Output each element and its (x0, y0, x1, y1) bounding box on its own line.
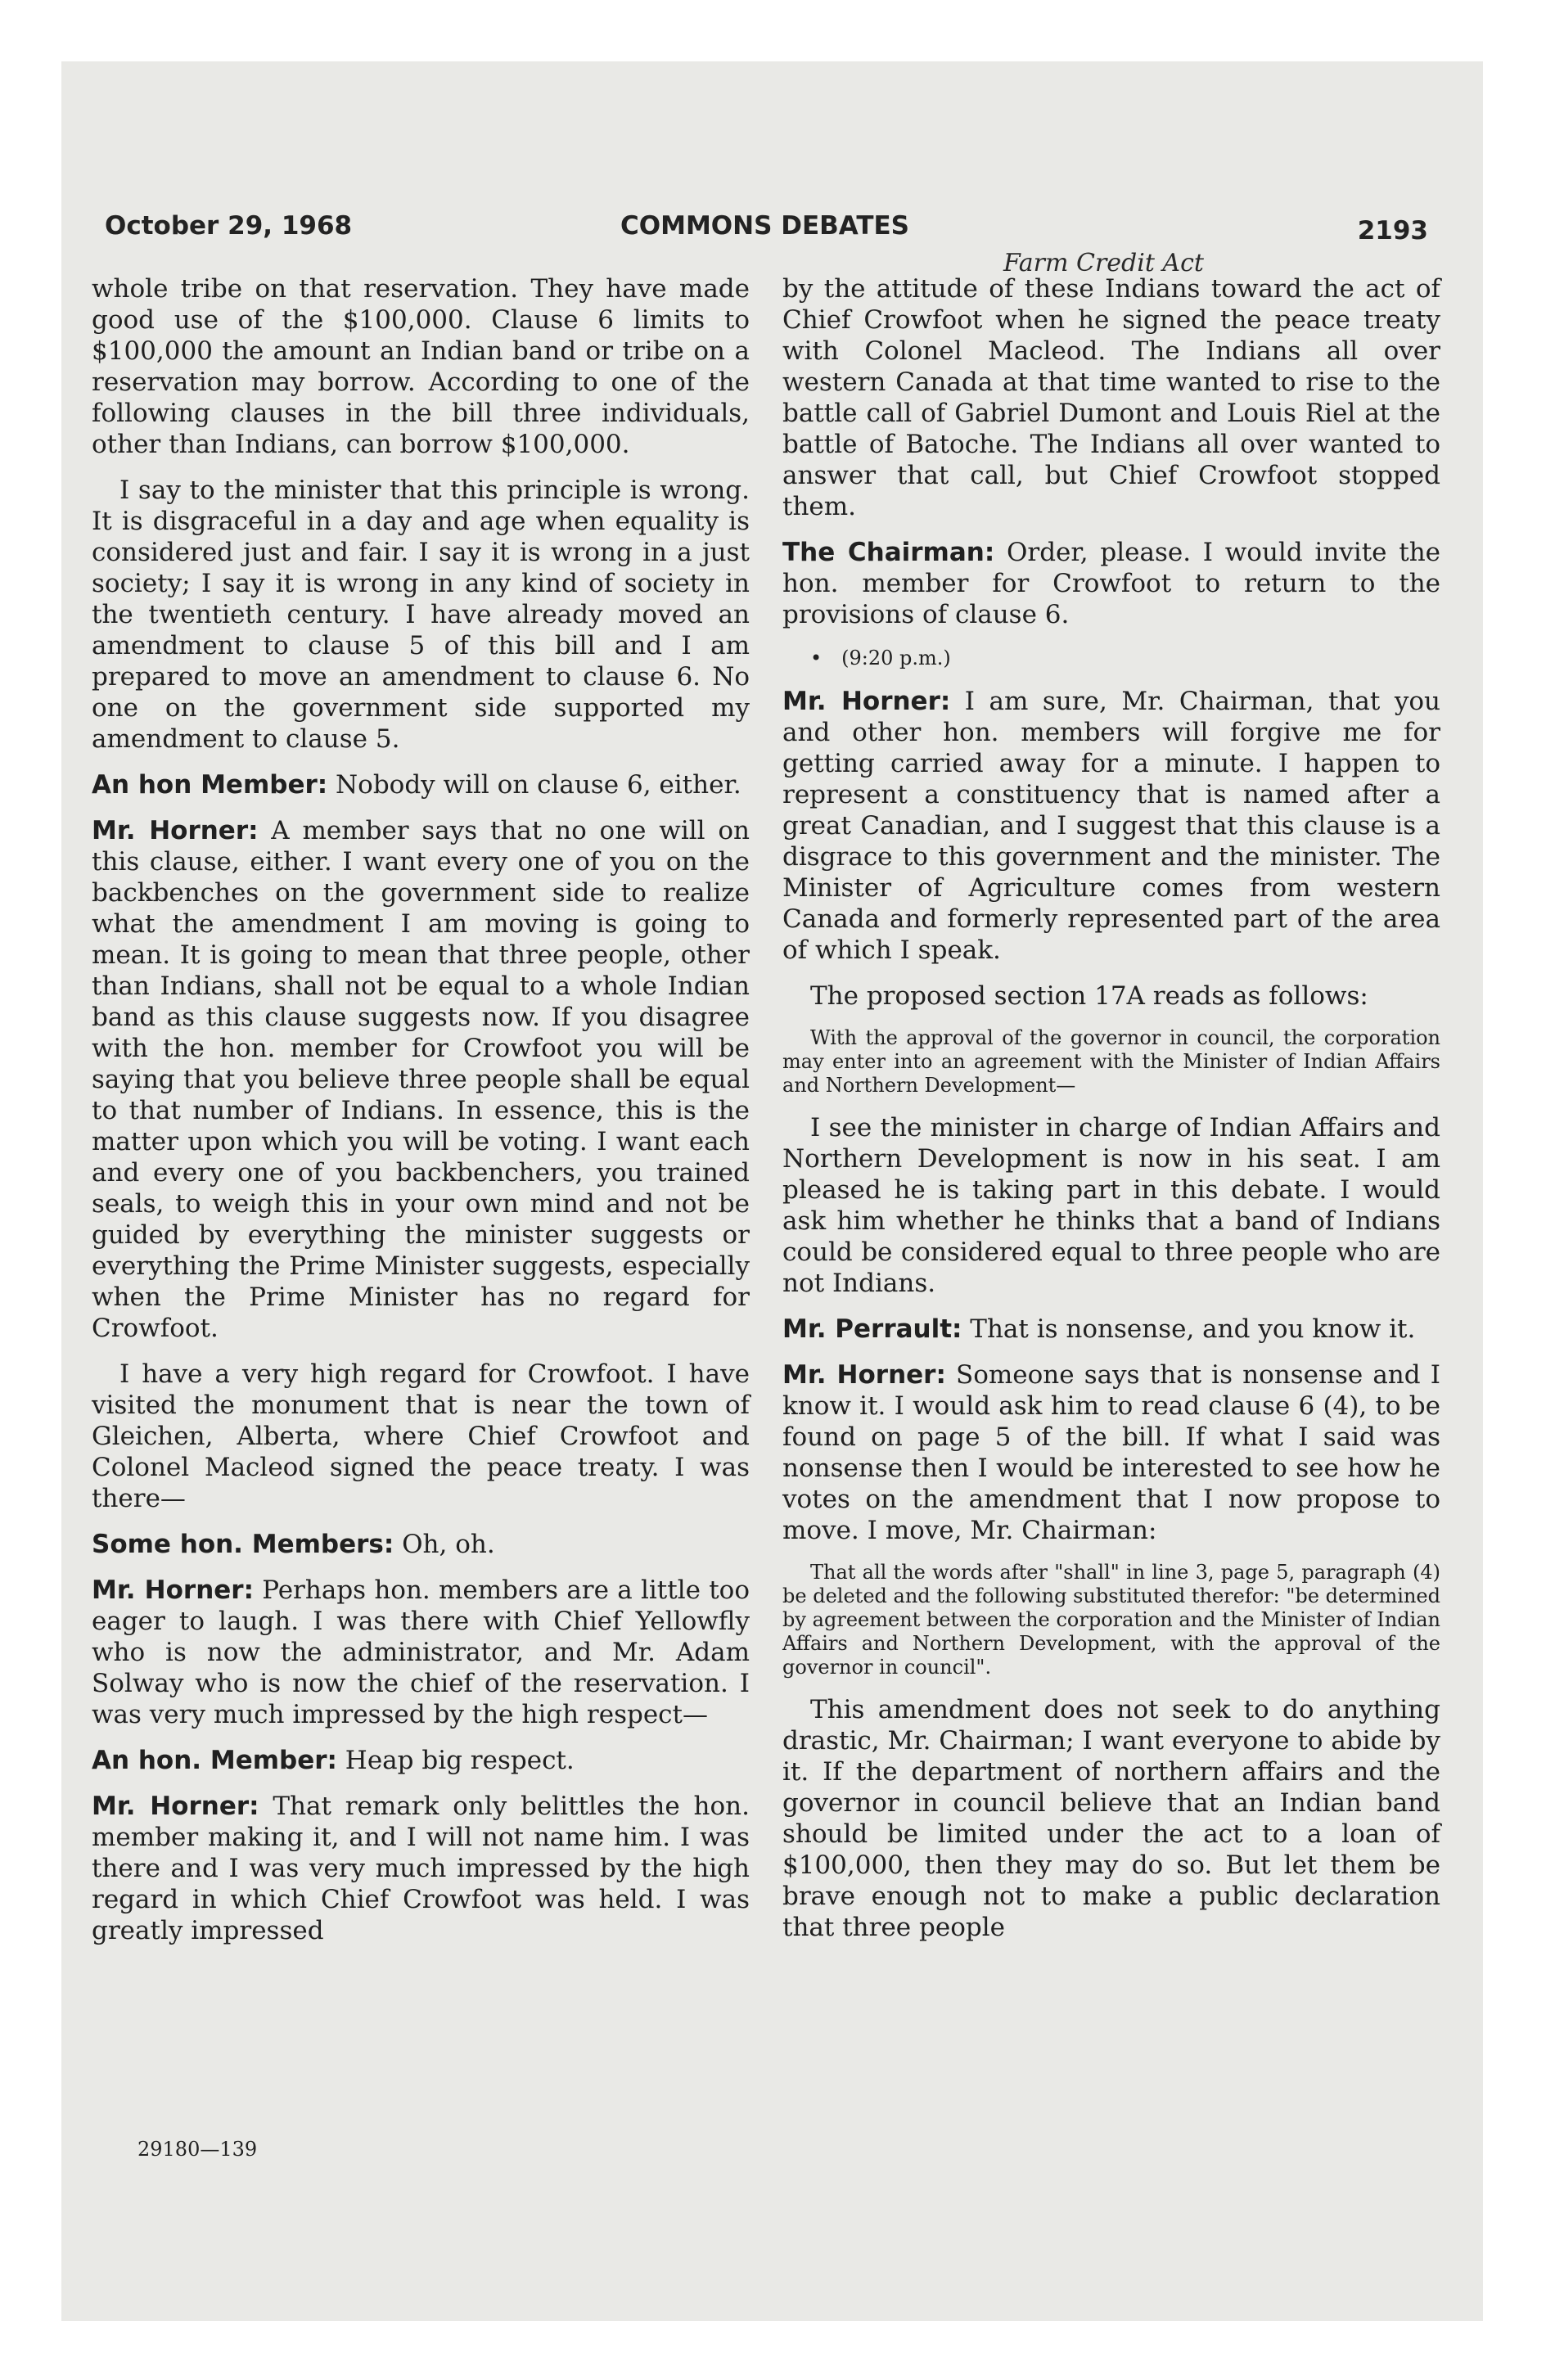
paragraph: I say to the minister that this principle is wrong. It is disgraceful in a day and age when equality is considered just and fair. I say it is wrong in a just society; I say it is wrong in any kind of society in the twentieth century. I have already moved an amendment to clause 5 of this bill and I am prepared to move an amendment to clause 6. No one on the government side supported my amendment to clause 5. (92, 476, 750, 754)
speech-text: Someone says that is nonsense and I know it. I would ask him to read clause 6 (4), to be found on page 5 of the bill. If what I said was nonsense then I would be interested to see how he votes on the amendment that I now propose to move. I move, Mr. Chairman: (782, 1360, 1440, 1545)
paragraph: I see the minister in charge of Indian Affairs and Northern Development is now in his seat. I am pleased he is taking part in this debate. I would ask him whether he thinks that a band of Indians could be considered equal to three people who are not Indians. (782, 1113, 1440, 1298)
left-column (92, 273, 750, 1961)
speech-text: Perhaps hon. members are a little too eager to laugh. I was there with Chief Yellowfly who is now the administrator, and Mr. Adam Solway who is now the chief of the reservation. I was very much impressed by the high respect— (92, 1575, 750, 1729)
speaker-name: The Chairman: (782, 538, 995, 567)
speech (782, 1359, 1440, 1546)
speech-text: That is nonsense, and you know it. (962, 1314, 1416, 1344)
speech-text: Nobody will on clause 6, either. (327, 770, 741, 800)
quoted-motion: That all the words after "shall" in line 3, page 5, paragraph (4) be deleted and the following substituted therefor: "be determined by agreement between the corporation and the Minister of Indian Affairs and Northern Development, with the approval of the governor in council". (782, 1561, 1440, 1679)
speech-text: Order, please. I would invite the hon. member for Crowfoot to return to the provisions of clause 6. (782, 538, 1441, 629)
paragraph: I have a very high regard for Crowfoot. I have visited the monument that is near the town of Gleichen, Alberta, where Chief Crowfoot and Colonel Macleod signed the peace treaty. I was there— (92, 1359, 750, 1513)
speaker-name: Some hon. Members: (92, 1530, 394, 1559)
speech-text: I am sure, Mr. Chairman, that you and other hon. members will forgive me for getting carried away for a minute. I happen to represent a constituency that is named after a great Canadian, and I suggest that this clause is a disgrace to this government and the minister. The Minister of Agriculture comes from western Canada and formerly represented part of the area of which I speak. (782, 687, 1440, 965)
speech (92, 769, 750, 800)
right-column (782, 273, 1440, 1958)
page-header (105, 211, 1428, 277)
speaker-name: Mr. Horner: (92, 1575, 254, 1605)
paragraph: whole tribe on that reservation. They have made good use of the $100,000. Clause 6 limits to $100,000 the amount an Indian band or tribe on a reservation may borrow. According to one of the following clauses in the bill three individuals, other than Indians, can borrow $100,000. (92, 274, 750, 459)
bullet-icon: • (810, 647, 823, 669)
time-text: (9:20 p.m.) (841, 647, 951, 669)
speech (782, 686, 1440, 966)
header-subtitle: Farm Credit Act (1003, 249, 1204, 277)
speaker-name: Mr. Horner: (782, 687, 951, 716)
speech-text: That remark only belittles the hon. member making it, and I will not name him. I was there and I was very much impressed by the high regard in which Chief Crowfoot was held. I was greatly impressed (92, 1792, 750, 1945)
paragraph: The proposed section 17A reads as follows: (810, 981, 1368, 1011)
speaker-name: An hon. Member: (92, 1746, 337, 1775)
speech-text: A member says that no one will on this clause, either. I want every one of you on the backbenches on the government side to realize what the amendment I am moving is going to mean. It is going to mean that three people, other than Indians, shall not be equal to a whole Indian band as this clause suggests now. If you disagree with the hon. member for Crowfoot you will be saying that you believe three people shall be equal to that number of Indians. In essence, this is the matter upon which you will be voting. I want each and every one of you backbenchers, you trained seals, to weigh this in your own mind and not be guided by everything the minister suggests or everything the Prime Minister suggests, especially when the Prime Minister has no regard for Crowfoot. (92, 816, 750, 1343)
page-number: 2193 (1357, 216, 1428, 246)
speaker-name: Mr. Horner: (92, 816, 259, 845)
speech (92, 1745, 750, 1776)
speaker-name: Mr. Horner: (92, 1792, 259, 1821)
speech (92, 1575, 750, 1730)
speech (92, 1791, 750, 1946)
paragraph: by the attitude of these Indians toward the act of Chief Crowfoot when he signed the peace treaty with Colonel Macleod. The Indians all over western Canada at that time wanted to rise to the battle call of Gabriel Dumont and Louis Riel at the battle of Batoche. The Indians all over wanted to answer that call, but Chief Crowfoot stopped them. (782, 274, 1440, 521)
header-date: October 29, 1968 (105, 211, 353, 241)
speech (92, 1529, 750, 1560)
speech-text: Oh, oh. (394, 1530, 495, 1559)
paragraph: This amendment does not seek to do anything drastic, Mr. Chairman; I want everyone to abide by it. If the department of northern affairs and the governor in council believe that an Indian band should be limited under the act to a loan of $100,000, then they may do so. But let them be brave enough not to make a public declaration that three people (782, 1695, 1440, 1942)
speech (92, 815, 750, 1344)
speaker-name: An hon Member: (92, 770, 328, 800)
speaker-name: Mr. Horner: (782, 1360, 946, 1390)
header-title: COMMONS DEBATES (620, 211, 909, 241)
speech (782, 1314, 1440, 1345)
speaker-name: Mr. Perrault: (782, 1314, 962, 1344)
speech (782, 537, 1440, 630)
footer-code: 29180—139 (137, 2138, 258, 2161)
quoted-section: With the approval of the governor in council, the corporation may enter into an agreement with the Minister of Indian Affairs and Northern Development— (782, 1026, 1440, 1097)
time-stamp (782, 645, 1440, 671)
speech-text: Heap big respect. (336, 1746, 575, 1775)
